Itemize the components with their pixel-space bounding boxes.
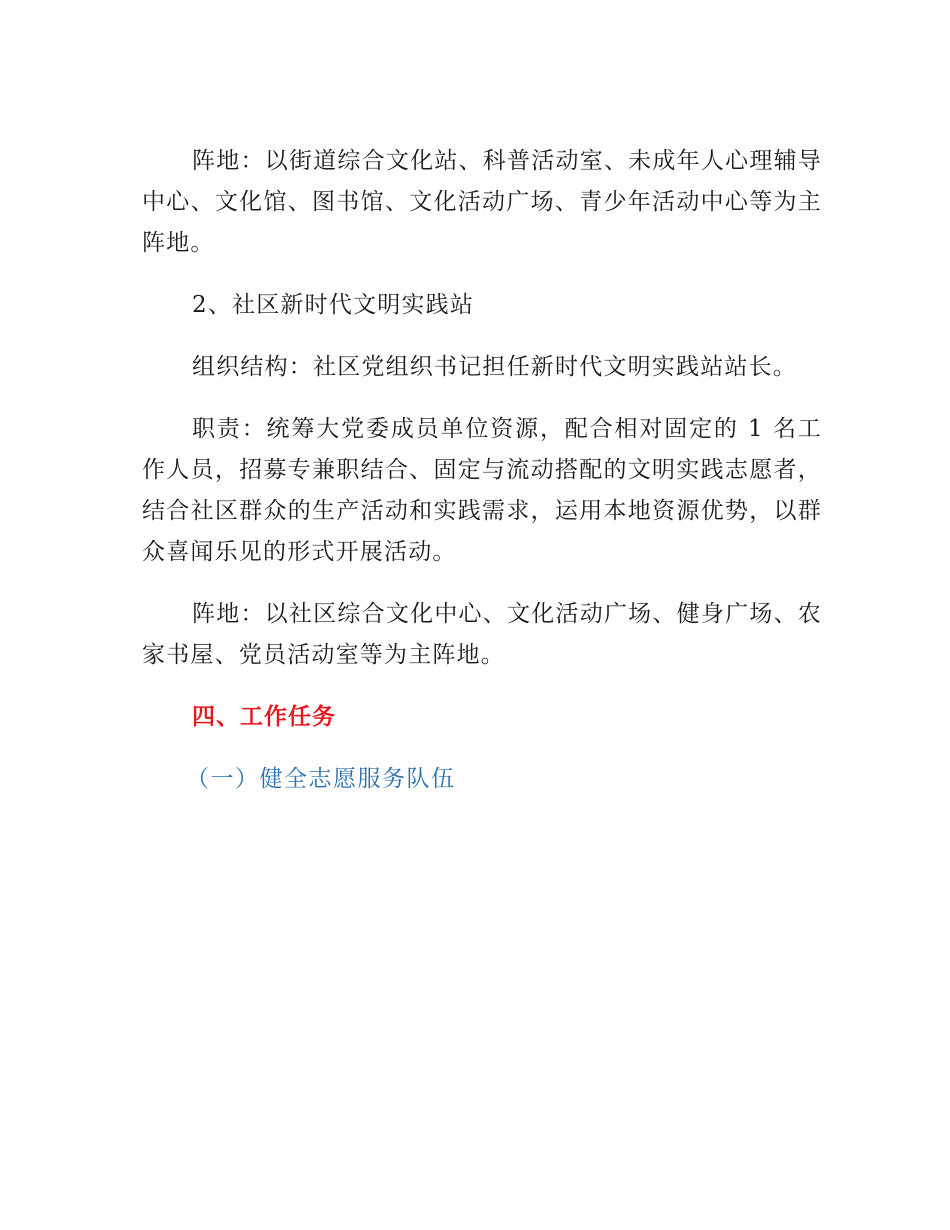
paragraph-organization-structure: 组织结构：社区党组织书记担任新时代文明实践站站长。 — [192, 354, 797, 380]
document-body — [142, 141, 822, 821]
paragraph-street-venues: 阵地：以街道综合文化站、科普活动室、未成年人心理辅导中心、文化馆、图书馆、文化活动广场、青少年活动中心等为主阵地。 — [142, 148, 822, 256]
paragraph-community-venues: 阵地：以社区综合文化中心、文化活动广场、健身广场、农家书屋、党员活动室等为主阵地。 — [142, 601, 822, 668]
paragraph-community-station-title: 2、社区新时代文明实践站 — [192, 292, 475, 318]
paragraph-responsibilities: 职责：统筹大党委成员单位资源，配合相对固定的 1 名工作人员，招募专兼职结合、固定与流动搭配的文明实践志愿者，结合社区群众的生产活动和实践需求，运用本地资源优势，以群众喜闻乐见的形式开展活动。 — [142, 416, 822, 565]
section-heading: 四、工作任务 — [192, 704, 336, 730]
subsection-heading: （一）健全志愿服务队伍 — [186, 766, 456, 792]
